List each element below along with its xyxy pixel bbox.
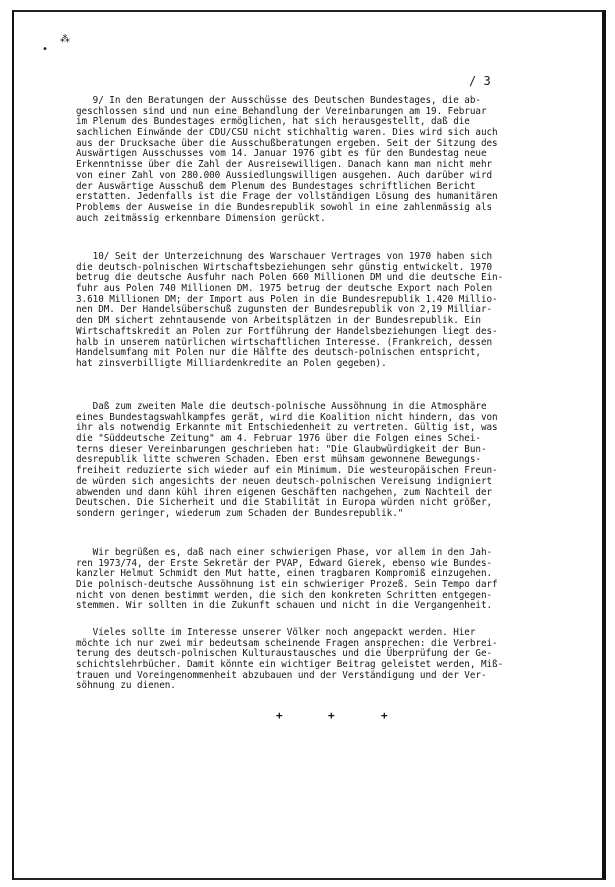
text-line: schichtslehrbücher. Damit könnte ein wichtiger Beitrag geleistet werden, Miß- (76, 659, 504, 671)
text-line: den DM sichert zehntausende von Arbeitsplätzen in der Bundesrepublik. Ein (76, 315, 481, 327)
text-line: fuhr aus Polen 740 Millionen DM. 1975 betrug der deutsche Export nach Polen (76, 283, 493, 295)
text-line: ren 1973/74, der Erste Sekretär der PVAP, Edward Gierek, ebenso wie Bundes- (76, 557, 493, 569)
text-line: Erkenntnisse über die Zahl der Ausreisewilligen. Danach kann man nicht mehr (76, 159, 493, 171)
text-line: nicht von denen bestimmt werden, die sich den konkreten Schritten entgegen- (76, 589, 493, 601)
separator-plus: + (381, 709, 388, 722)
text-line: die "Süddeutsche Zeitung" am 4. Februar 1976 über die Folgen eines Schei- (76, 433, 481, 445)
text-line: Handelsumfang mit Polen nur die Hälfte des deutsch-polnischen entspricht, (76, 347, 481, 359)
text-line: Wirtschaftskredit an Polen zur Fortführung der Handelsbeziehungen liegt des- (76, 325, 498, 337)
scan-speck-mark: ⁂ (60, 34, 70, 45)
text-line: 10/ Seit der Unterzeichnung des Warschauer Vertrages von 1970 haben sich (76, 251, 493, 262)
text-line: Wir begrüßen es, daß nach einer schwierigen Phase, vor allem in den Jah- (76, 547, 493, 558)
separator-plus: + (328, 709, 335, 722)
section-separator (0, 709, 615, 723)
paragraph-closing (76, 628, 554, 692)
text-line: im Plenum des Bundestages ermöglichen, hat sich herausgestellt, daß die (76, 116, 470, 128)
text-line: sachlichen Einwände der CDU/CSU nicht stichhaltig waren. Dies wird sich auch (76, 127, 498, 139)
text-line: auch zeitmässig erkennbare Dimension gerückt. (76, 212, 326, 224)
scan-speck-mark: • (42, 44, 49, 55)
text-line: betrug die deutsche Ausfuhr nach Polen 660 Millionen DM und die deutsche Ein- (76, 272, 504, 284)
text-line: terns dieser Vereinbarungen geschrieben hat: "Die Glaubwürdigkeit der Bun- (76, 443, 487, 455)
text-line: de würden sich angesichts der neuen deutsch-polnischen Vereisung indigniert (76, 475, 493, 487)
text-line: hat zinsverbilligte Milliardenkredite an Polen gegeben). (76, 357, 387, 369)
separator-plus: + (276, 709, 283, 722)
text-line: 9/ In den Beratungen der Ausschüsse des Deutschen Bundestages, die ab- (76, 95, 481, 106)
paragraph-welcome (76, 548, 554, 612)
text-line: Daß zum zweiten Male die deutsch-polnische Aussöhnung in die Atmosphäre (76, 401, 487, 412)
text-line: aus der Drucksache über die Ausschußberatungen ergeben. Seit der Sitzung des (76, 137, 498, 149)
text-line: erstatten. Jedenfalls ist die Frage der vollständigen Lösung des humanitären (76, 191, 498, 203)
text-line: trauen und Voreingenommenheit abzubauen und der Verständigung und der Ver- (76, 669, 487, 681)
page-number: / 3 (469, 74, 491, 88)
text-line: geschlossen sind und nun eine Behandlung der Vereinbarungen am 19. Februar (76, 105, 487, 117)
text-line: halb in unserem natürlichen wirtschaftlichen Interesse. (Frankreich, dessen (76, 336, 493, 348)
text-line: desrepublik litte schweren Schaden. Eben erst mühsam gewonnene Bewegungs- (76, 454, 481, 466)
text-line: Vieles sollte im Interesse unserer Völker noch angepackt werden. Hier (76, 627, 476, 638)
text-line: terung des deutsch-polnischen Kulturaustausches und die Überprüfung der Ge- (76, 648, 493, 660)
text-line: der Auswärtige Ausschuß dem Plenum des Bundestages schriftlichen Bericht (76, 180, 476, 192)
paragraph-10 (76, 252, 554, 370)
text-line: möchte ich nur zwei mir bedeutsam scheinende Fragen ansprechen: die Verbrei- (76, 637, 498, 649)
text-line: Problems der Ausweise in die Bundesrepublik sowohl in eine zahlenmässig als (76, 201, 493, 213)
paragraph-reconciliation (76, 402, 554, 520)
text-line: 3.610 Millionen DM; der Import aus Polen in die Bundesrepublik 1.420 Millio- (76, 293, 498, 305)
text-line: söhnung zu dienen. (76, 680, 176, 692)
text-line: sondern geringer, wiederum zum Schaden der Bundesrepublik." (76, 507, 404, 519)
text-line: Die polnisch-deutsche Aussöhnung ist ein schwieriger Prozeß. Sein Tempo darf (76, 579, 498, 591)
text-line: nen DM. Der Handelsüberschuß zugunsten der Bundesrepublik von 2,19 Milliar- (76, 304, 493, 316)
text-line: Auswärtigen Ausschusses vom 14. Januar 1976 gibt es für den Bundestag neue (76, 148, 487, 160)
text-line: eines Bundestagswahlkampfes gerät, wird die Koalition nicht hindern, das von (76, 411, 498, 423)
text-line: freiheit reduzierte sich wieder auf ein Minimum. Die westeuropäischen Freun- (76, 465, 498, 477)
text-line: stemmen. Wir sollten in die Zukunft schauen und nicht in die Vergangenheit. (76, 600, 493, 612)
text-line: die deutsch-polnischen Wirtschaftsbeziehungen sehr günstig entwickelt. 1970 (76, 261, 493, 273)
text-line: Deutschen. Die Sicherheit und die Stabilität in Europa würden nicht größer, (76, 497, 493, 509)
text-line: abwenden und dann kühl ihren eigenen Geschäften nachgehen, zum Nachteil der (76, 486, 493, 498)
paragraph-9 (76, 96, 554, 224)
text-line: kanzler Helmut Schmidt den Mut hatte, einen tragbaren Kompromiß einzugehen. (76, 568, 493, 580)
text-line: ihr als notwendig Erkannte mit Entschiedenheit zu vertreten. Gültig ist, was (76, 422, 498, 434)
text-line: von einer Zahl von 280.000 Aussiedlungswilligen ausgehen. Auch darüber wird (76, 169, 493, 181)
